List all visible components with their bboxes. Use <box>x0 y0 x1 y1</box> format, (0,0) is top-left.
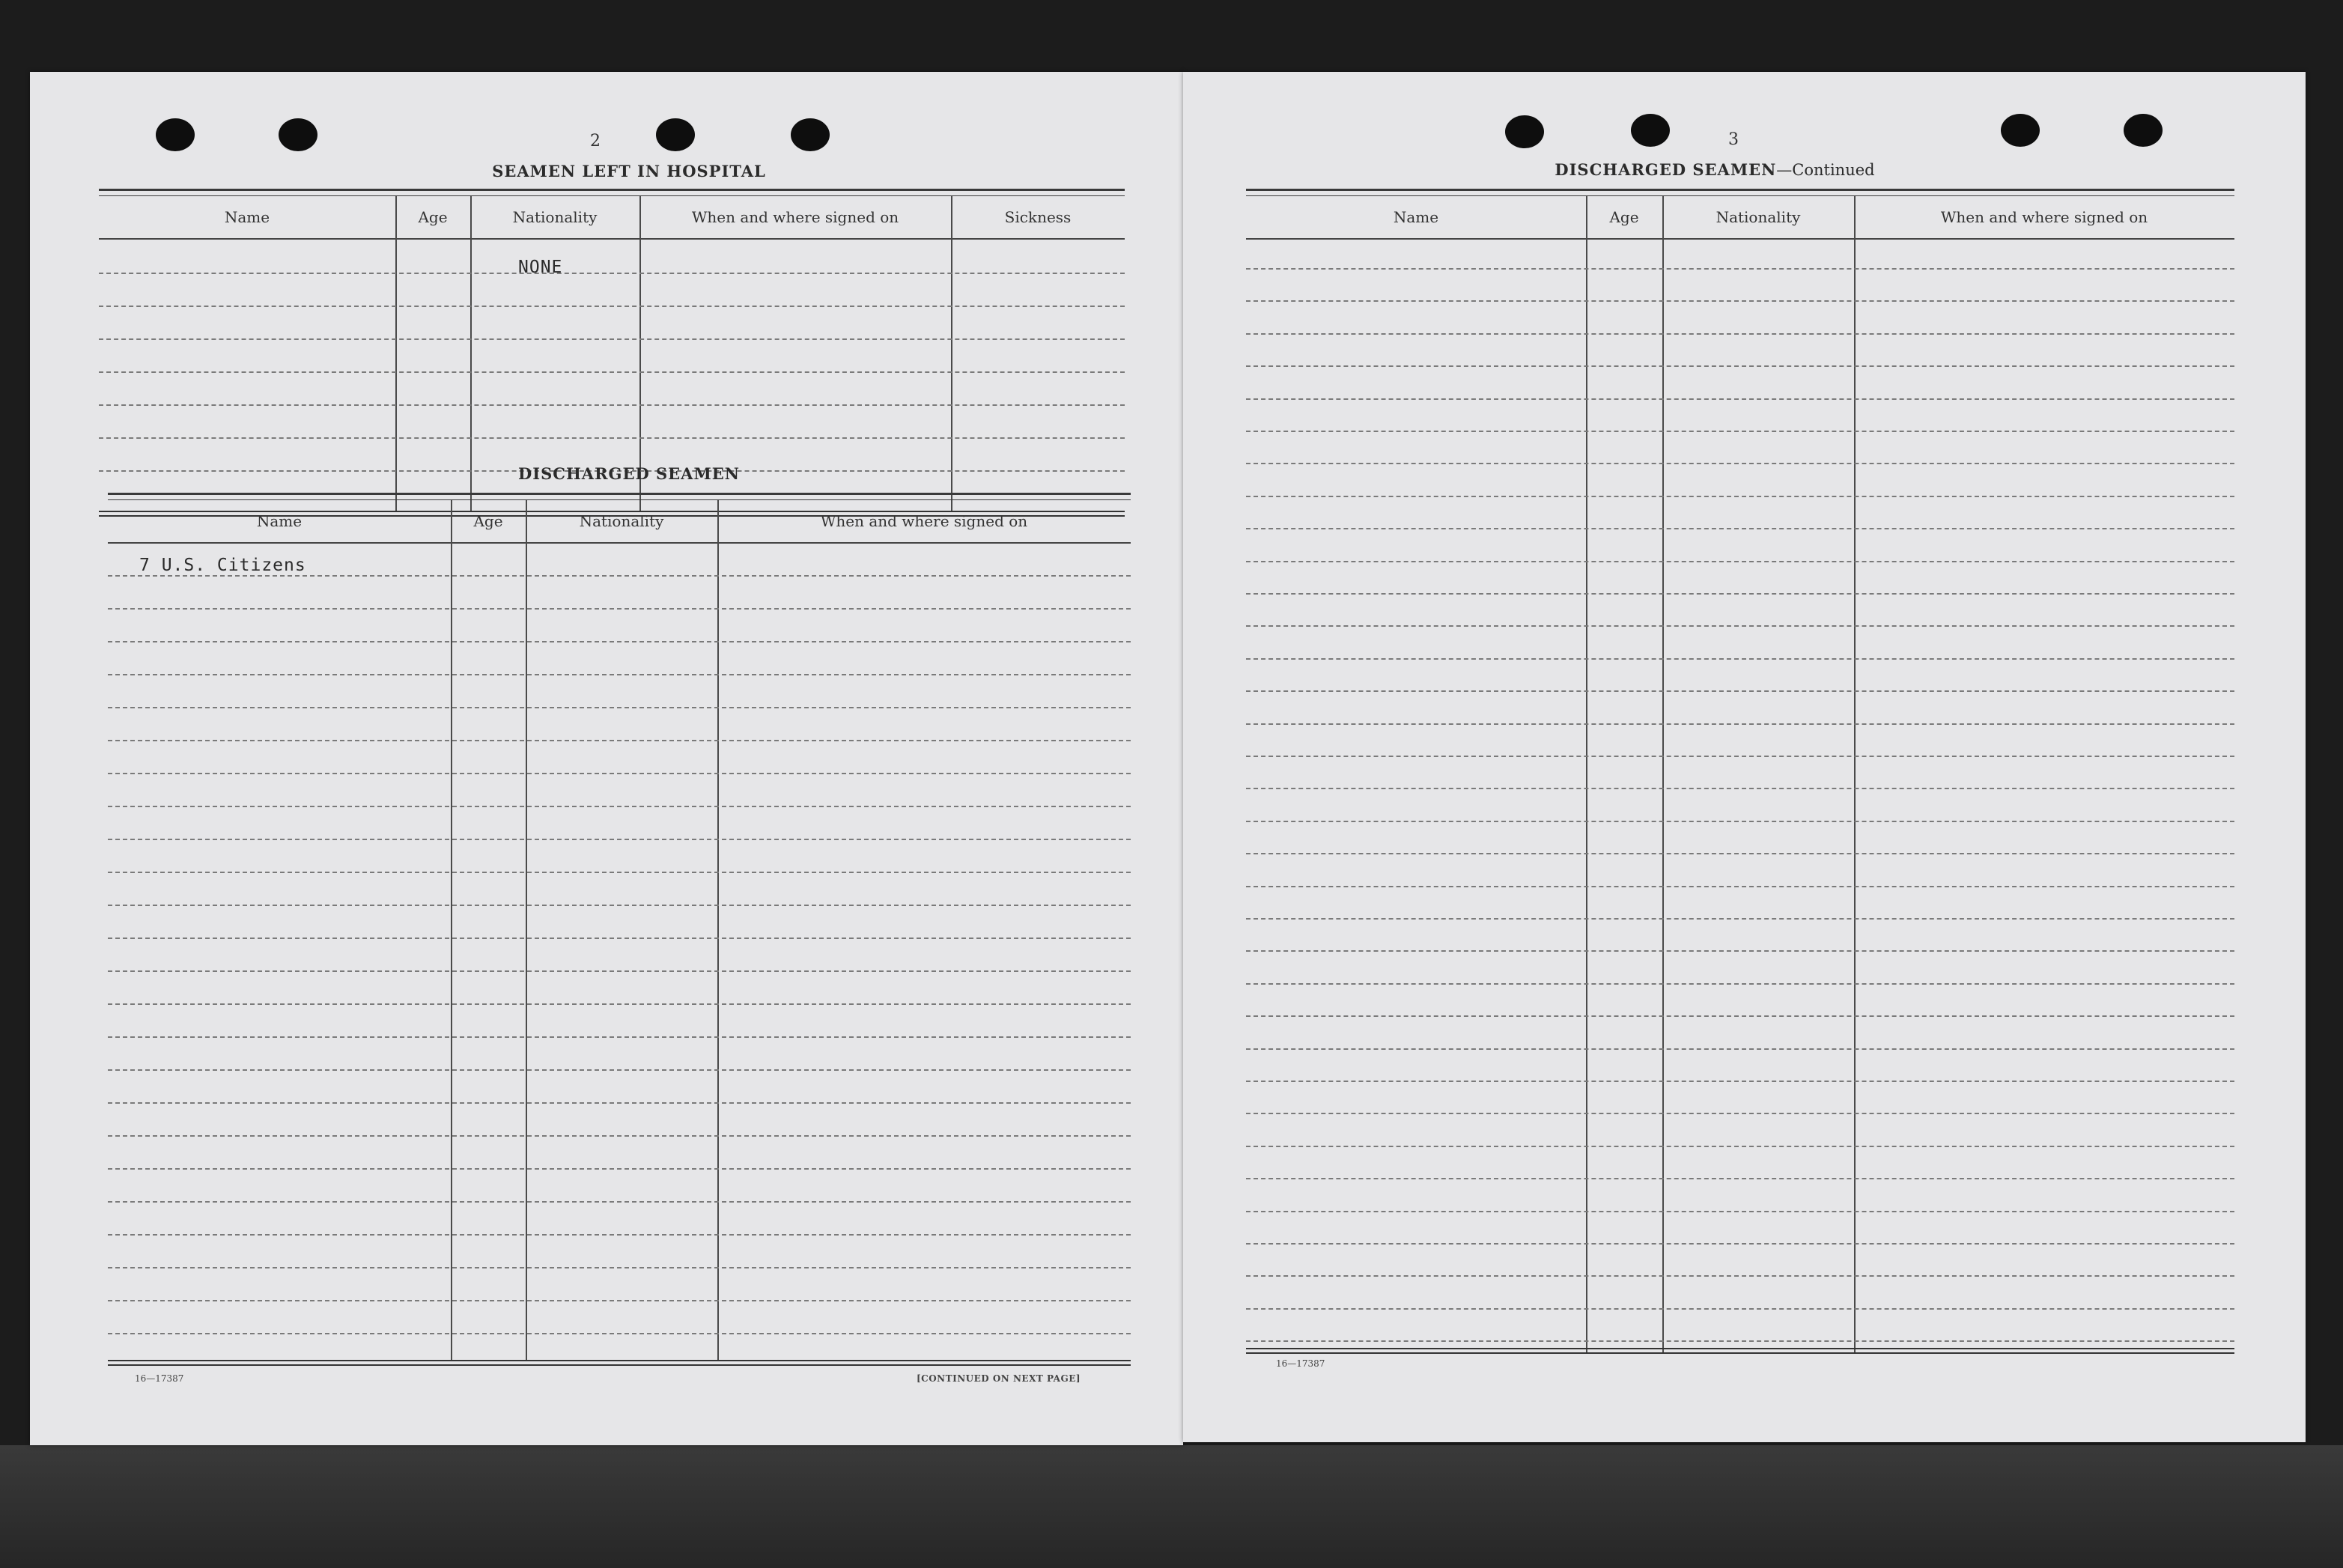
table-row-line <box>1246 788 2234 789</box>
table-row-line <box>1246 1146 2234 1147</box>
table-row-line <box>1246 658 2234 660</box>
section-title-text: DISCHARGED SEAMEN <box>1555 160 1777 179</box>
table-row-line <box>108 641 1131 642</box>
table-row-line <box>108 872 1131 873</box>
column-header-nationality: Nationality <box>512 208 598 226</box>
table-row-line <box>108 1102 1131 1104</box>
column-header-nationality: Nationality <box>1716 208 1801 226</box>
column-header-name: Name <box>1393 208 1439 226</box>
table-row-line <box>1246 333 2234 335</box>
form-number: 16—17387 <box>135 1373 184 1384</box>
table-row-line <box>108 1168 1131 1170</box>
table-row-line <box>1246 1211 2234 1212</box>
table-row-line <box>108 1300 1131 1301</box>
table-row-line <box>1246 1275 2234 1277</box>
table-row-line <box>108 575 1131 577</box>
table-row-line <box>1246 1015 2234 1017</box>
table-row-line <box>1246 1178 2234 1179</box>
column-header-sickness: Sickness <box>1004 208 1072 226</box>
discharged-table-header <box>108 500 1131 544</box>
table-row-line <box>108 1036 1131 1038</box>
table-row-line <box>1246 690 2234 692</box>
table-row-line <box>1246 561 2234 562</box>
table-row-line <box>108 707 1131 708</box>
table-row-line <box>1246 723 2234 725</box>
continued-note: [CONTINUED ON NEXT PAGE] <box>917 1373 1081 1384</box>
table-row-line <box>1246 1243 2234 1245</box>
column-header-nationality: Nationality <box>579 512 664 530</box>
table-row-line <box>1246 365 2234 367</box>
table-row-line <box>108 1267 1131 1268</box>
table-row-line <box>1246 821 2234 822</box>
discharged-continued-table <box>1246 189 2234 1357</box>
table-row-line <box>1246 398 2234 400</box>
discharged-continued-title <box>1513 160 1917 179</box>
table-row-line <box>108 938 1131 939</box>
table-row-line <box>108 970 1131 972</box>
punch-hole <box>1505 115 1544 148</box>
discharged-table <box>108 493 1131 1369</box>
punch-hole <box>279 118 317 151</box>
column-header-signed-on: When and where signed on <box>1940 208 2148 226</box>
table-row-line <box>1246 1340 2234 1342</box>
column-header-age: Age <box>1609 208 1639 226</box>
column-header-signed-on: When and where signed on <box>820 512 1028 530</box>
hospital-section-title: SEAMEN LEFT IN HOSPITAL <box>492 162 766 180</box>
table-row-line <box>1246 528 2234 529</box>
table-row-line <box>1246 918 2234 920</box>
hospital-entry: NONE <box>518 258 563 277</box>
discharged-entry: 7 U.S. Citizens <box>139 556 306 575</box>
table-row-line <box>1246 300 2234 302</box>
table-row-line <box>1246 463 2234 464</box>
column-header-name: Name <box>224 208 270 226</box>
column-header-signed-on: When and where signed on <box>691 208 899 226</box>
table-row-line <box>108 839 1131 840</box>
table-row-line <box>1246 983 2234 985</box>
table-row-line <box>1246 1113 2234 1114</box>
page-number: 3 <box>1728 130 1739 149</box>
punch-hole <box>1631 114 1670 147</box>
punch-hole <box>2001 114 2040 147</box>
table-row-line <box>1246 496 2234 497</box>
table-row-line <box>1246 431 2234 432</box>
punch-hole <box>2124 114 2163 147</box>
table-row-line <box>108 1201 1131 1203</box>
discharged-section-title: DISCHARGED SEAMEN <box>518 464 740 483</box>
table-row-line <box>1246 1081 2234 1082</box>
table-row-line <box>1246 886 2234 887</box>
table-row-line <box>108 806 1131 807</box>
table-row-line <box>108 1135 1131 1137</box>
discharged-continued-header <box>1246 196 2234 240</box>
table-row-line <box>1246 950 2234 952</box>
table-row-line <box>108 1333 1131 1334</box>
table-row-line <box>108 608 1131 610</box>
table-row-line <box>108 1234 1131 1236</box>
table-row-line <box>1246 1308 2234 1310</box>
right-page <box>1183 72 2306 1442</box>
punch-hole <box>156 118 195 151</box>
left-page <box>30 72 1183 1445</box>
table-row-line <box>1246 756 2234 757</box>
table-row-line <box>108 674 1131 675</box>
column-header-age: Age <box>418 208 448 226</box>
table-row-line <box>1246 593 2234 595</box>
scanner-background <box>0 1445 2343 1568</box>
table-row-line <box>108 1003 1131 1005</box>
table-row-line <box>1246 853 2234 854</box>
column-header-age: Age <box>473 512 503 530</box>
section-title-suffix: —Continued <box>1776 161 1875 179</box>
table-row-line <box>108 1069 1131 1071</box>
table-row-line <box>108 773 1131 774</box>
table-row-line <box>108 740 1131 741</box>
punch-hole <box>656 118 695 151</box>
punch-hole <box>791 118 830 151</box>
table-row-line <box>1246 268 2234 270</box>
column-header-name: Name <box>256 512 303 530</box>
hospital-table-header <box>99 196 1125 240</box>
form-number: 16—17387 <box>1276 1358 1325 1369</box>
table-row-line <box>1246 1048 2234 1050</box>
table-row-line <box>108 905 1131 906</box>
table-row-line <box>1246 625 2234 627</box>
page-number: 2 <box>590 132 601 151</box>
